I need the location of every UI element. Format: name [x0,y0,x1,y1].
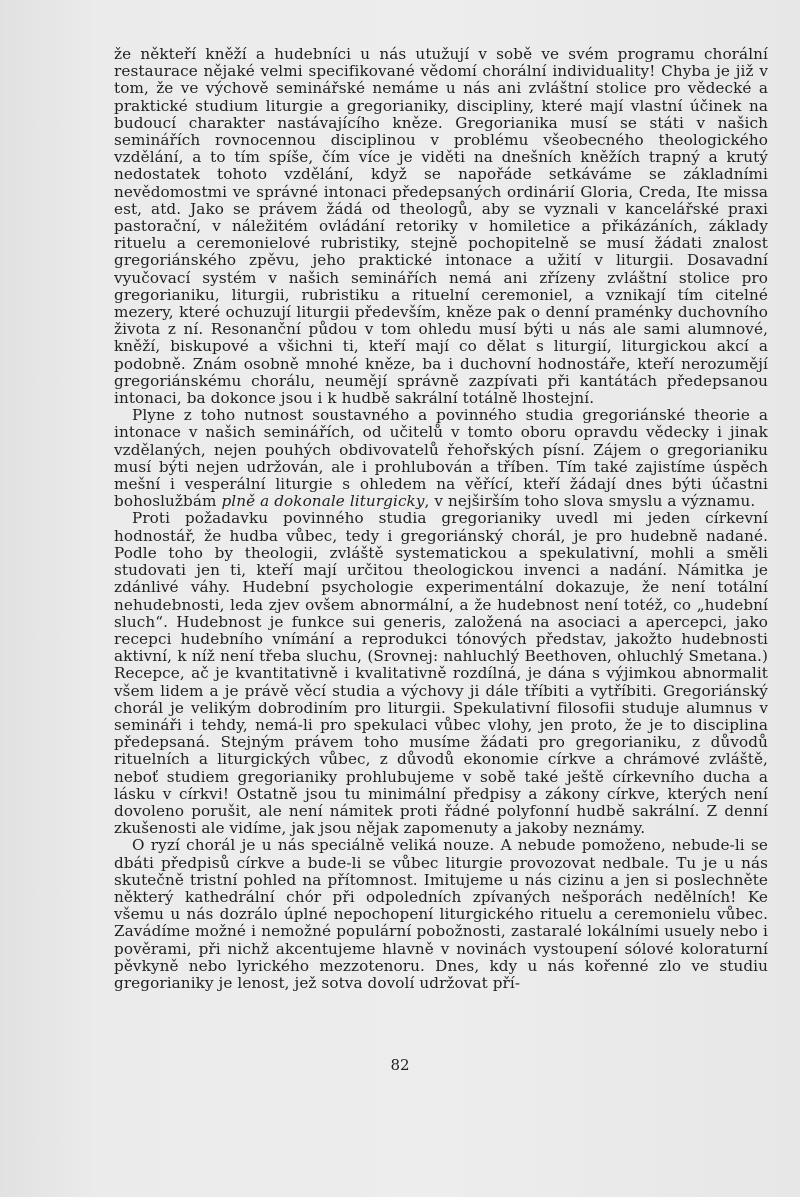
page-number: 82 [390,1056,410,1074]
paragraph-4: O ryzí chorál je u nás speciálně veliká nouze. A nebude pomoženo, nebude-li se dbáti předpisů církve a bude-li se vůbec liturgie provozovat nedbale. Tu je u nás skutečně tristní pohled na přítomnost. Imitujeme u nás cizinu a jen si poslechněte některý kathedrální chór při odpoledních zpívaných nešporách nedělních! Ke všemu u nás dozrálo úplné nepochopení liturgického rituelu a ceremonielu vůbec. Zavádíme možné i nemožné populární pobožnosti, zastaralé lokálními usuely nebo i pověrami, při nichž akcentujeme hlavně v novinách vystoupení sólové koloraturní pěvkyně nebo lyrického mezzotenoru. Dnes, kdy u nás kořenné zlo ve studiu gregorianiky je lenost, jež sotva dovolí udržovat pří- [114,836,768,992]
paragraph-2 [114,407,768,510]
paragraph-2-text-after: , v nejširším toho slova smyslu a významu. [424,492,756,511]
paragraph-2-emphasis: plně a dokonale liturgicky [221,492,425,511]
paragraph-2-text-before: Plyne z toho nutnost soustavného a povinného studia gregoriánské theorie a intonace v našich seminářích, od učitelů v tomto oboru opravdu vědecky i jinak vzdělaných, nejen pouhých obdivovatelů řehořských písní. Zájem o gregorianiku musí býti nejen udržován, ale i prohlubován a tříben. Tím také zajistíme úspěch mešní i vesperální liturgie s ohledem na věřící, kteří žádají dnes býti účastni bohoslužbám [114,406,768,511]
body-text [114,46,768,992]
paragraph-3: Proti požadavku povinného studia gregorianiky uvedl mi jeden církevní hodnostář, že hudba vůbec, tedy i gregoriánský chorál, je pro hudebně nadané. Podle toho by theologii, zvláště systematickou a spekulativní, mohli a směli studovati jen ti, kteří mají určitou theologickou invenci a nadání. Námitka je zdánlivé váhy. Hudební psychologie experimentální dokazuje, že není totální nehudebnosti, leda zjev ovšem abnormální, a že hudebnost není totéž, co „hudební sluch“. Hudebnost je funkce sui generis, založená na asociaci a apercepci, jako recepci hudebního vnímání a reprodukci tónových představ, jakožto hudebnosti aktivní, k níž není třeba sluchu, (Srovnej: nahluchlý Beethoven, ohluchlý Smetana.) Recepce, ač je kvantitativně i kvalitativně rozdílná, je dána s výjimkou abnormalit všem lidem a je právě věcí studia a výchovy ji dále tříbiti a vytříbiti. Gregoriánský chorál je velikým dobrodiním pro liturgii. Spekulativní filosofii studuje alumnus v semináři i tehdy, nemá-li pro spekulaci vůbec vlohy, jen proto, že je to disciplina předepsaná. Stejným právem toho musíme žádati pro gregorianiku, z důvodů rituelních a liturgických vůbec, z důvodů ekonomie církve a chrámové zvláště, neboť studiem gregorianiky prohlubujeme v sobě také ještě církevního ducha a lásku v církvi! Ostatně jsou tu minimální předpisy a zákony církve, kterých není dovoleno porušit, ale není námitek proti řádné polyfonní hudbě sakrální. Z denní zkušenosti ale vidíme, jak jsou nějak zapomenuty a jakoby neznámy. [114,509,768,838]
paragraph-1: že někteří kněží a hudebníci u nás utužují v sobě ve svém programu chorální restaurace nějaké velmi specifikované vědomí chorální individuality! Chyba je již v tom, že ve výchově seminářské nemáme u nás ani zvláštní stolice pro vědecké a praktické studium liturgie a gregorianiky, discipliny, které mají vlastní účinek na budoucí charakter nastávajícího kněze. Gregorianika musí se státi v našich seminářích rovnocennou disciplinou v problému všeobecného theologického vzdělání, a to tím spíše, čím více je viděti na dnešních kněžích trapný a krutý nedostatek tohoto vzdělání, když se napořáde setkáváme se základními nevědomostmi ve správné intonaci předepsaných ordinárií Gloria, Creda, Ite missa est, atd. Jako se právem žádá od theologů, aby se vyznali v kancelářské praxi pastorační, v náležitém ovládání retoriky v homiletice a přikázáních, základy rituelu a ceremonielové rubristiky, stejně pochopitelně se musí žádati znalost gregoriánského zpěvu, jeho praktické intonace a užití v liturgii. Dosavadní vyučovací systém v našich seminářích nemá ani zřízeny zvláštní stolice pro gregorianiku, liturgii, rubristiku a rituelní ceremoniel, a vznikají tím citelné mezery, které ochuzují liturgii především, kněze pak o denní praménky duchovního života z ní. Resonanční půdou v tom ohledu musí býti u nás ale sami alumnové, kněží, biskupové a všichni ti, kteří mají co dělat s liturgií, liturgickou akcí a podobně. Znám osobně mnohé kněze, ba i duchovní hodnostáře, kteří nerozumějí gregoriánskému chorálu, neumějí správně zazpívati při kantátách předepsanou intonaci, ba dokonce jsou i k hudbě sakrální totálně lhostejní. [114,45,768,408]
